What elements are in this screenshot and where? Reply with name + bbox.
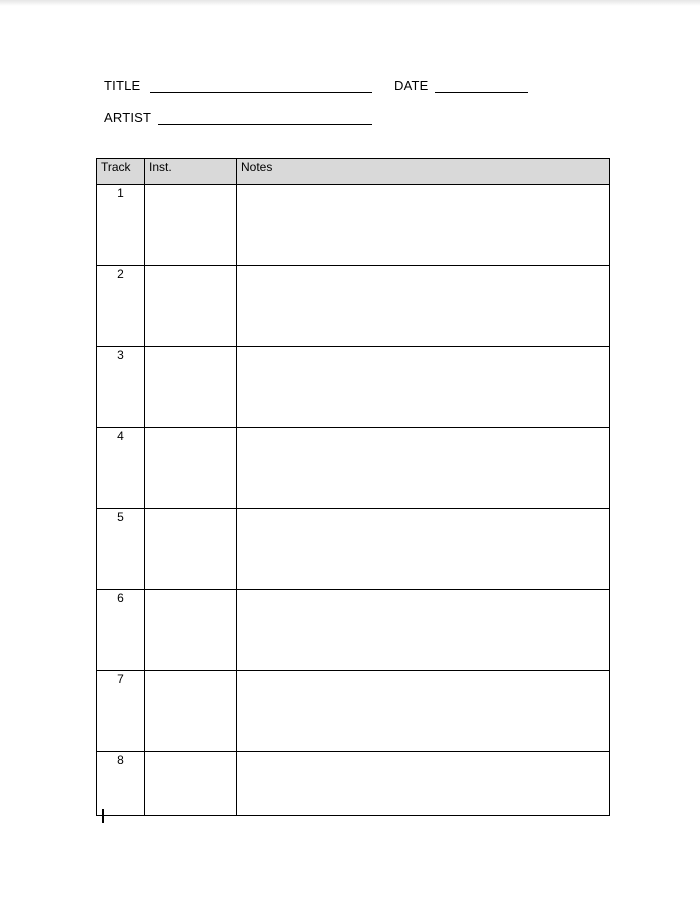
table-row [97, 347, 610, 428]
track-number-cell: 6 [97, 590, 145, 671]
notes-cell[interactable] [237, 428, 610, 509]
inst-cell[interactable] [145, 266, 237, 347]
inst-cell[interactable] [145, 509, 237, 590]
inst-cell[interactable] [145, 752, 237, 816]
inst-cell[interactable] [145, 671, 237, 752]
table-row [97, 509, 610, 590]
date-field[interactable] [435, 92, 528, 93]
track-number-cell: 5 [97, 509, 145, 590]
table-row [97, 590, 610, 671]
title-field[interactable] [150, 92, 372, 93]
notes-cell[interactable] [237, 509, 610, 590]
notes-cell[interactable] [237, 185, 610, 266]
artist-label: ARTIST [104, 110, 152, 125]
track-number-cell: 7 [97, 671, 145, 752]
track-number-cell: 3 [97, 347, 145, 428]
table-row [97, 266, 610, 347]
table-row [97, 428, 610, 509]
table-row [97, 185, 610, 266]
notes-cell[interactable] [237, 347, 610, 428]
track-number-cell: 1 [97, 185, 145, 266]
title-label: TITLE [104, 78, 141, 93]
date-label: DATE [394, 78, 429, 93]
track-number-cell: 4 [97, 428, 145, 509]
table-row [97, 752, 610, 816]
inst-cell[interactable] [145, 185, 237, 266]
notes-cell[interactable] [237, 590, 610, 671]
page-top-edge [0, 0, 700, 6]
notes-cell[interactable] [237, 752, 610, 816]
table-header-row [97, 159, 610, 185]
text-cursor [102, 809, 104, 823]
inst-cell[interactable] [145, 347, 237, 428]
inst-cell[interactable] [145, 590, 237, 671]
header-track: Track [97, 159, 145, 185]
notes-cell[interactable] [237, 266, 610, 347]
notes-cell[interactable] [237, 671, 610, 752]
header-notes: Notes [237, 159, 610, 185]
table-row [97, 671, 610, 752]
track-number-cell: 2 [97, 266, 145, 347]
inst-cell[interactable] [145, 428, 237, 509]
header-inst: Inst. [145, 159, 237, 185]
track-number-cell: 8 [97, 752, 145, 816]
artist-field[interactable] [158, 124, 372, 125]
track-notes-table [96, 158, 610, 816]
